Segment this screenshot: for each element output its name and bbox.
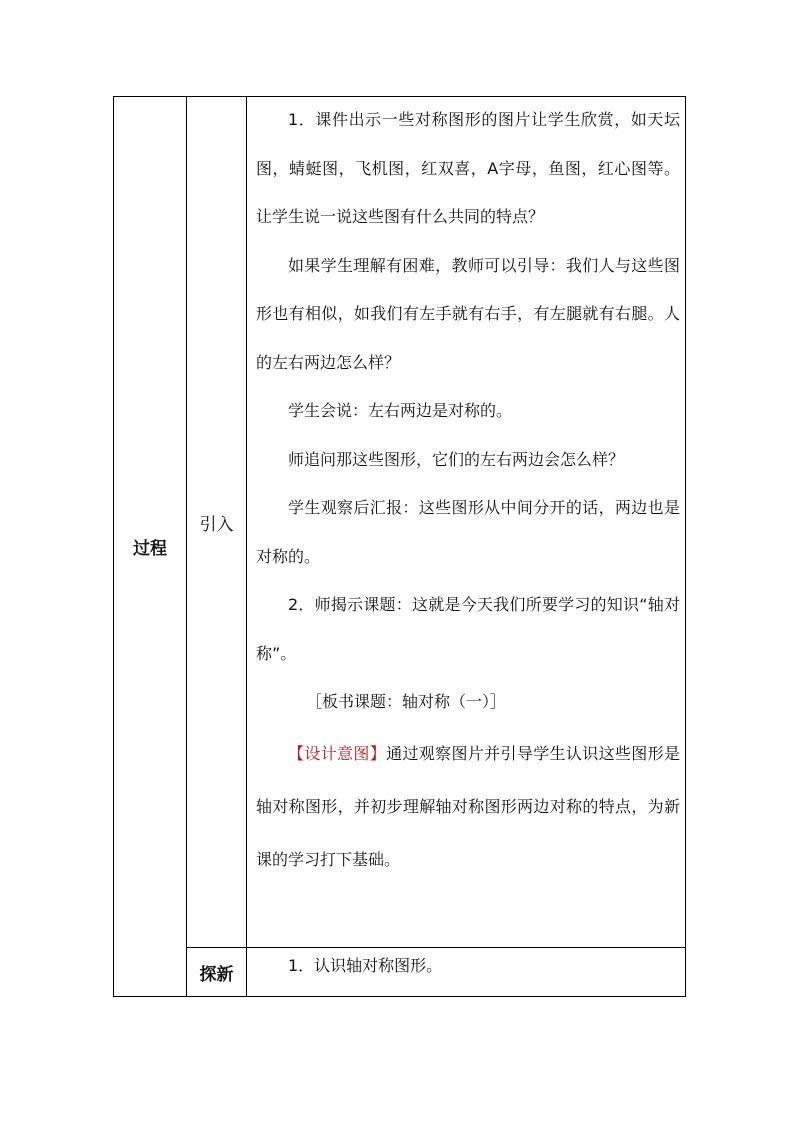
board-title: ［板书课题：轴对称（一）］ [306, 692, 507, 711]
lesson-plan-table [113, 96, 686, 997]
phase-label-intro: 引入 [199, 514, 234, 535]
design-intent-tag: 【设计意图】 [288, 743, 387, 763]
stage-cell-process [114, 97, 187, 997]
intro-paragraph-2: 如果学生理解有困难，教师可以引导：我们人与这些图形也有相似，如我们有左手就有右手，有左腿就有右腿。人的左右两边怎么样？ [256, 255, 680, 372]
explore-item-1: 1．认识轴对称图形。 [288, 956, 443, 975]
content-cell-explore [247, 948, 686, 997]
phase-cell-explore [187, 948, 247, 997]
content-cell-intro [247, 97, 686, 948]
intro-row [114, 97, 686, 948]
intro-paragraph-4: 师追问那这些图形，它们的左右两边会怎么样？ [288, 449, 625, 469]
intro-paragraph-3: 学生会说：左右两边是对称的。 [288, 401, 513, 420]
stage-label: 过程 [133, 539, 167, 559]
design-intent-text: 通过观察图片并引导学生认识这些图形是轴对称图形，并初步理解轴对称图形两边对称的特点，为新课的学习打下基础。 [256, 743, 680, 869]
intro-paragraph-1: 1．课件出示一些对称图形的图片让学生欣赏，如天坛图，蜻蜓图，飞机图，红双喜，A字母，鱼图，红心图等。让学生说一说这些图有什么共同的特点？ [256, 110, 680, 226]
phase-label-explore: 探新 [199, 964, 234, 985]
intro-paragraph-6: 2．师揭示课题：这就是今天我们所要学习的知识“轴对称”。 [256, 595, 680, 663]
phase-cell-intro [187, 97, 247, 948]
explore-row [114, 948, 686, 997]
intro-paragraph-5: 学生观察后汇报：这些图形从中间分开的话，两边也是对称的。 [256, 498, 680, 566]
design-intent [256, 727, 680, 886]
